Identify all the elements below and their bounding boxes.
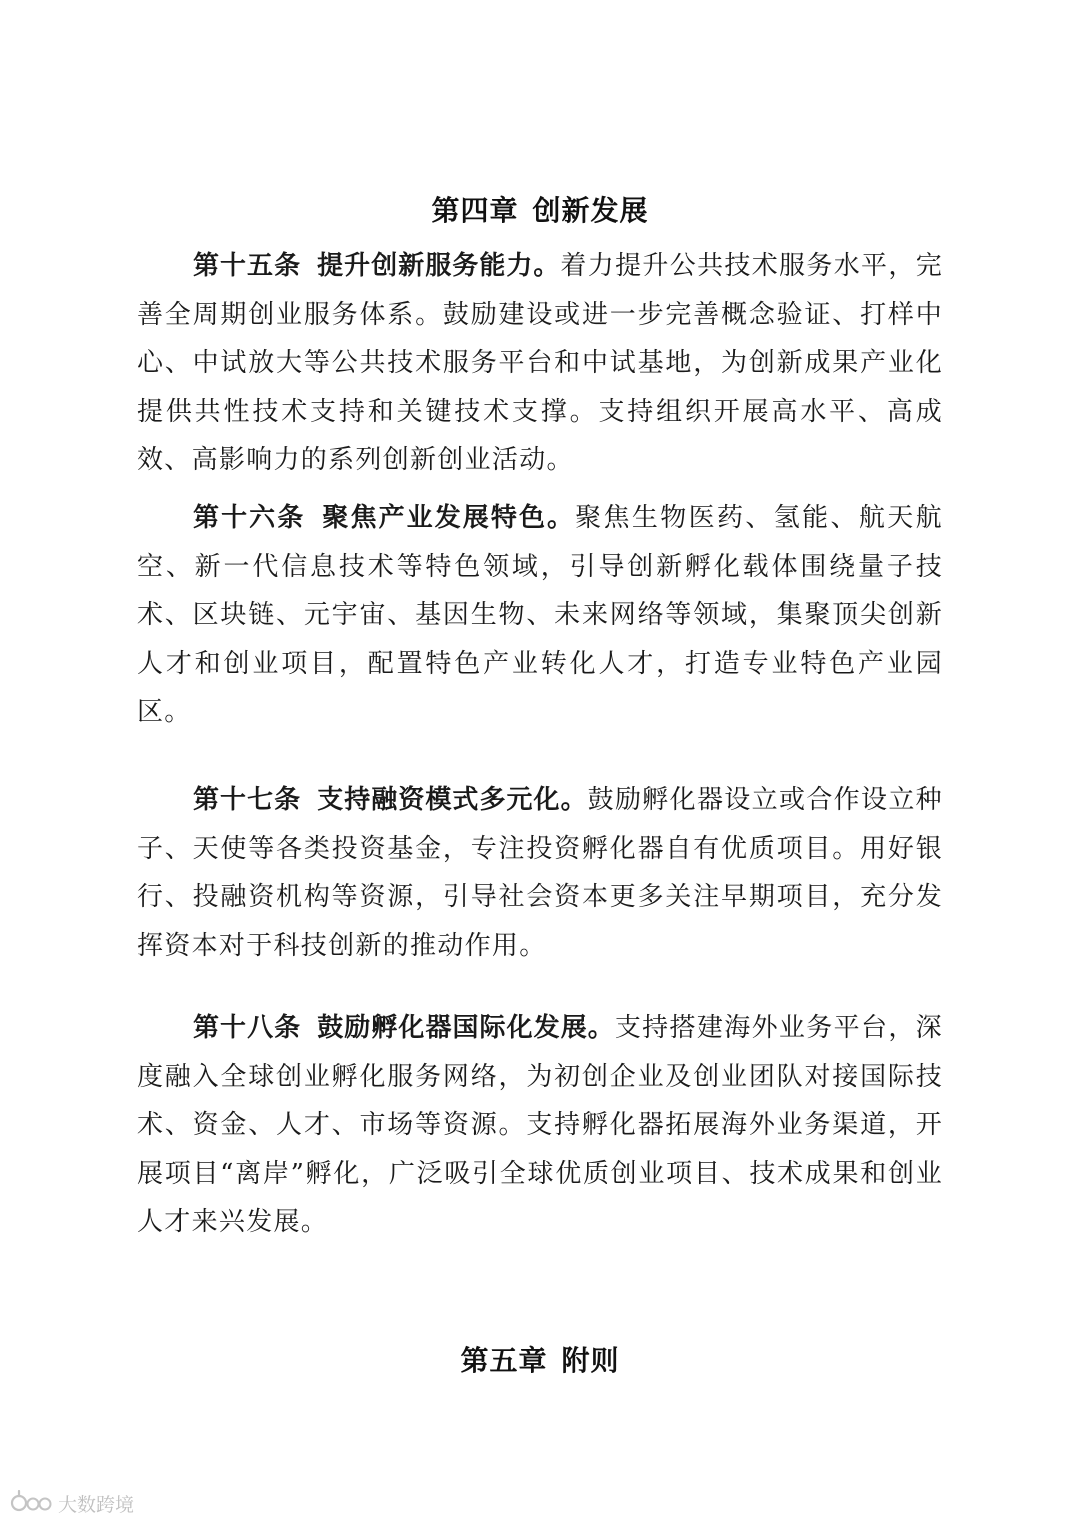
watermark: [10, 1488, 134, 1518]
watermark-text: 大数跨境: [58, 1493, 135, 1516]
article-16-number: 第十六条: [193, 503, 306, 533]
article-18-heading: [193, 1013, 615, 1043]
article-18-number: 第十八条: [193, 1013, 302, 1043]
article-17: [137, 776, 943, 970]
article-18: [137, 1004, 943, 1247]
article-17-body: 鼓励孵化器设立或合作设立种子、天使等各类投资基金，专注投资孵化器自有优质项目。用好银行、投融资机构等资源，引导社会资本更多关注早期项目，充分发挥资本对于科技创新的推动作用。: [137, 785, 943, 961]
article-15-heading: [193, 251, 560, 281]
chapter-five-number: 第五章: [460, 1344, 548, 1377]
article-16: [137, 494, 943, 737]
article-15-body: 着力提升公共技术服务水平，完善全周期创业服务体系。鼓励建设或进一步完善概念验证、打样中心、中试放大等公共技术服务平台和中试基地，为创新成果产业化提供共性技术支持和关键技术支撑。支持组织开展高水平、高成效、高影响力的系列创新创业活动。: [137, 251, 943, 475]
article-16-body: 聚焦生物医药、氢能、航天航空、新一代信息技术等特色领域，引导创新孵化载体围绕量子技术、区块链、元宇宙、基因生物、未来网络等领域，集聚顶尖创新人才和创业项目，配置特色产业转化人才，打造专业特色产业园区。: [137, 503, 943, 727]
chapter-five-title: 附则: [561, 1344, 620, 1377]
chapter-four-title: 创新发展: [532, 194, 649, 227]
brand-logo-icon: [10, 1490, 54, 1516]
article-15: [137, 242, 943, 485]
article-18-body: 支持搭建海外业务平台，深度融入全球创业孵化服务网络，为初创企业及创业团队对接国际技术、资金、人才、市场等资源。支持孵化器拓展海外业务渠道，开展项目“离岸”孵化，广泛吸引全球优质创业项目、技术成果和创业人才来兴发展。: [137, 1013, 943, 1237]
chapter-four-heading: [0, 191, 1080, 231]
article-15-title: 提升创新服务能力。: [317, 251, 561, 281]
chapter-five-heading: [0, 1341, 1080, 1381]
article-18-title: 鼓励孵化器国际化发展。: [317, 1013, 615, 1043]
article-16-title: 聚焦产业发展特色。: [321, 503, 576, 533]
article-17-number: 第十七条: [193, 785, 302, 815]
chapter-four-number: 第四章: [431, 194, 519, 227]
article-15-number: 第十五条: [193, 251, 302, 281]
article-17-title: 支持融资模式多元化。: [317, 785, 588, 815]
article-16-heading: [193, 503, 575, 533]
article-17-heading: [193, 785, 588, 815]
